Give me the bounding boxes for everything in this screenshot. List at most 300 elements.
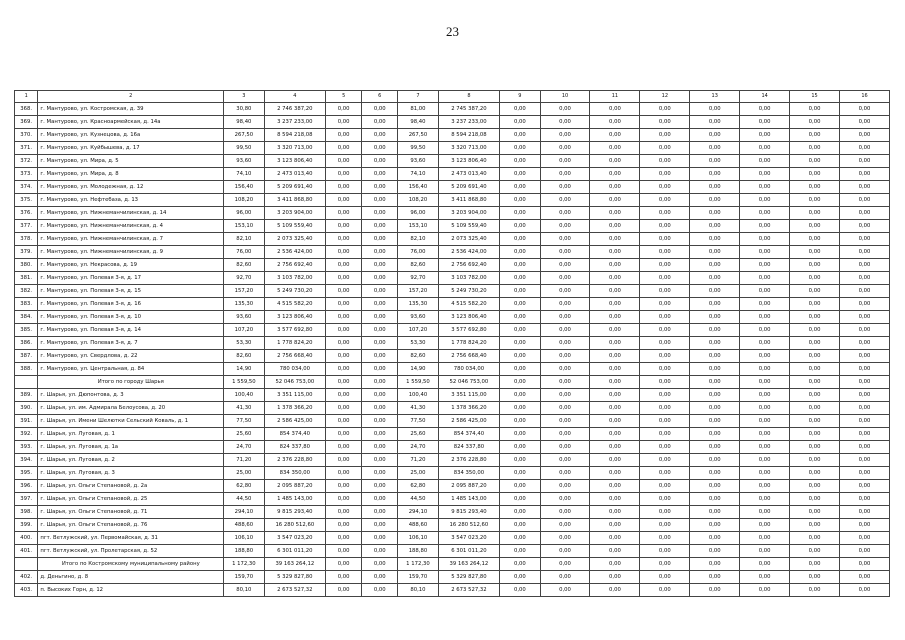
row-number-cell: 385. <box>15 324 38 337</box>
value-cell: 0,00 <box>540 324 590 337</box>
value-cell: 0,00 <box>326 454 362 467</box>
value-cell: 0,00 <box>790 272 840 285</box>
table-row <box>15 207 890 220</box>
address-cell: д. Деньгино, д. 8 <box>38 571 224 584</box>
value-cell: 3 411 868,80 <box>264 194 326 207</box>
value-cell: 0,00 <box>740 558 790 571</box>
value-cell: 2 536 424,00 <box>264 246 326 259</box>
value-cell: 2 746 387,20 <box>264 103 326 116</box>
value-cell: 0,00 <box>840 389 890 402</box>
address-cell: г. Мантурово, ул. Костромская, д. 39 <box>38 103 224 116</box>
value-cell: 0,00 <box>690 129 740 142</box>
value-cell: 0,00 <box>362 181 398 194</box>
value-cell: 0,00 <box>840 103 890 116</box>
value-cell: 0,00 <box>640 545 690 558</box>
address-cell: г. Мантурово, ул. Молодежная, д. 12 <box>38 181 224 194</box>
value-cell: 0,00 <box>326 233 362 246</box>
value-cell: 108,20 <box>224 194 264 207</box>
value-cell: 0,00 <box>740 441 790 454</box>
value-cell: 0,00 <box>500 324 540 337</box>
value-cell: 0,00 <box>540 467 590 480</box>
value-cell: 0,00 <box>740 272 790 285</box>
value-cell: 1 778 824,20 <box>438 337 500 350</box>
value-cell: 0,00 <box>590 506 640 519</box>
row-number-cell: 384. <box>15 311 38 324</box>
value-cell: 0,00 <box>500 519 540 532</box>
row-number-cell: 394. <box>15 454 38 467</box>
row-number-cell: 370. <box>15 129 38 142</box>
value-cell: 0,00 <box>840 428 890 441</box>
value-cell: 2 756 692,40 <box>438 259 500 272</box>
value-cell: 0,00 <box>326 259 362 272</box>
value-cell: 0,00 <box>690 428 740 441</box>
value-cell: 0,00 <box>740 246 790 259</box>
value-cell: 0,00 <box>790 350 840 363</box>
value-cell: 0,00 <box>840 129 890 142</box>
value-cell: 100,40 <box>224 389 264 402</box>
value-cell: 0,00 <box>326 506 362 519</box>
value-cell: 0,00 <box>540 415 590 428</box>
value-cell: 0,00 <box>590 441 640 454</box>
value-cell: 0,00 <box>590 168 640 181</box>
value-cell: 6 301 011,20 <box>264 545 326 558</box>
value-cell: 0,00 <box>540 454 590 467</box>
value-cell: 0,00 <box>362 324 398 337</box>
value-cell: 135,30 <box>398 298 438 311</box>
value-cell: 3 203 904,00 <box>438 207 500 220</box>
column-header: 15 <box>790 91 840 103</box>
row-number-cell: 379. <box>15 246 38 259</box>
value-cell: 0,00 <box>640 285 690 298</box>
value-cell: 0,00 <box>362 415 398 428</box>
address-cell: г. Шарья, ул. им. Адмирала Белоусова, д. 20 <box>38 402 224 415</box>
value-cell: 0,00 <box>590 389 640 402</box>
value-cell: 107,20 <box>224 324 264 337</box>
value-cell: 0,00 <box>326 519 362 532</box>
value-cell: 0,00 <box>740 298 790 311</box>
value-cell: 0,00 <box>640 506 690 519</box>
value-cell: 1 172,30 <box>224 558 264 571</box>
column-header: 5 <box>326 91 362 103</box>
value-cell: 854 374,40 <box>438 428 500 441</box>
value-cell: 0,00 <box>590 298 640 311</box>
value-cell: 0,00 <box>362 272 398 285</box>
value-cell: 0,00 <box>840 415 890 428</box>
value-cell: 0,00 <box>590 272 640 285</box>
address-cell: г. Мантурово, ул. Мира, д. 5 <box>38 155 224 168</box>
value-cell: 0,00 <box>640 584 690 597</box>
value-cell: 267,50 <box>398 129 438 142</box>
value-cell: 0,00 <box>640 220 690 233</box>
value-cell: 0,00 <box>690 194 740 207</box>
value-cell: 0,00 <box>590 428 640 441</box>
value-cell: 0,00 <box>790 467 840 480</box>
value-cell: 0,00 <box>740 337 790 350</box>
value-cell: 8 594 218,08 <box>438 129 500 142</box>
value-cell: 3 547 023,20 <box>264 532 326 545</box>
value-cell: 0,00 <box>690 584 740 597</box>
value-cell: 0,00 <box>790 376 840 389</box>
value-cell: 0,00 <box>326 272 362 285</box>
value-cell: 0,00 <box>840 467 890 480</box>
address-cell: г. Мантурово, ул. Полевая 3-я, д. 7 <box>38 337 224 350</box>
value-cell: 0,00 <box>840 142 890 155</box>
table-row <box>15 402 890 415</box>
value-cell: 0,00 <box>740 129 790 142</box>
value-cell: 53,30 <box>224 337 264 350</box>
value-cell: 0,00 <box>690 454 740 467</box>
value-cell: 0,00 <box>590 350 640 363</box>
value-cell: 0,00 <box>362 233 398 246</box>
value-cell: 0,00 <box>740 259 790 272</box>
column-header: 6 <box>362 91 398 103</box>
table-row <box>15 324 890 337</box>
value-cell: 0,00 <box>790 428 840 441</box>
row-number-cell: 399. <box>15 519 38 532</box>
column-header: 16 <box>840 91 890 103</box>
value-cell: 0,00 <box>640 298 690 311</box>
value-cell: 9 815 293,40 <box>264 506 326 519</box>
value-cell: 3 237 233,00 <box>264 116 326 129</box>
value-cell: 3 237 233,00 <box>438 116 500 129</box>
value-cell: 0,00 <box>740 207 790 220</box>
value-cell: 0,00 <box>500 246 540 259</box>
value-cell: 0,00 <box>540 220 590 233</box>
table-row <box>15 298 890 311</box>
address-cell: г. Мантурово, ул. Свердлова, д. 22 <box>38 350 224 363</box>
value-cell: 0,00 <box>690 207 740 220</box>
value-cell: 0,00 <box>590 259 640 272</box>
value-cell: 0,00 <box>326 480 362 493</box>
value-cell: 0,00 <box>690 389 740 402</box>
address-cell: г. Шарья, ул. Ольги Степановой, д. 2а <box>38 480 224 493</box>
value-cell: 780 034,00 <box>438 363 500 376</box>
value-cell: 0,00 <box>790 506 840 519</box>
value-cell: 0,00 <box>590 532 640 545</box>
value-cell: 80,10 <box>224 584 264 597</box>
value-cell: 0,00 <box>690 246 740 259</box>
value-cell: 0,00 <box>362 350 398 363</box>
value-cell: 0,00 <box>790 298 840 311</box>
address-cell: г. Мантурово, ул. Полевая 3-я, д. 16 <box>38 298 224 311</box>
page-number: 23 <box>446 24 459 39</box>
subtotal-row <box>15 376 890 389</box>
value-cell: 0,00 <box>590 363 640 376</box>
value-cell: 71,20 <box>224 454 264 467</box>
row-number-cell: 393. <box>15 441 38 454</box>
value-cell: 188,80 <box>224 545 264 558</box>
row-number-cell <box>15 558 38 571</box>
row-number-cell: 403. <box>15 584 38 597</box>
table-row <box>15 103 890 116</box>
value-cell: 0,00 <box>690 376 740 389</box>
value-cell: 0,00 <box>840 324 890 337</box>
value-cell: 0,00 <box>740 480 790 493</box>
value-cell: 44,50 <box>398 493 438 506</box>
value-cell: 0,00 <box>740 545 790 558</box>
value-cell: 0,00 <box>500 207 540 220</box>
column-header: 1 <box>15 91 38 103</box>
value-cell: 0,00 <box>590 116 640 129</box>
value-cell: 2 673 527,32 <box>264 584 326 597</box>
value-cell: 488,60 <box>398 519 438 532</box>
value-cell: 0,00 <box>590 142 640 155</box>
address-cell: г. Мантурово, ул. Нефтебаза, д. 13 <box>38 194 224 207</box>
value-cell: 41,30 <box>224 402 264 415</box>
row-number-cell: 391. <box>15 415 38 428</box>
address-cell: г. Шарья, ул. Ольги Степановой, д. 71 <box>38 506 224 519</box>
value-cell: 0,00 <box>690 285 740 298</box>
value-cell: 0,00 <box>790 363 840 376</box>
value-cell: 0,00 <box>540 519 590 532</box>
value-cell: 0,00 <box>326 324 362 337</box>
value-cell: 0,00 <box>790 220 840 233</box>
value-cell: 0,00 <box>740 584 790 597</box>
value-cell: 0,00 <box>640 402 690 415</box>
value-cell: 267,50 <box>224 129 264 142</box>
value-cell: 0,00 <box>640 129 690 142</box>
value-cell: 0,00 <box>790 558 840 571</box>
value-cell: 2 473 013,40 <box>438 168 500 181</box>
value-cell: 0,00 <box>740 571 790 584</box>
value-cell: 0,00 <box>790 571 840 584</box>
value-cell: 0,00 <box>540 402 590 415</box>
value-cell: 0,00 <box>740 103 790 116</box>
value-cell: 1 778 824,20 <box>264 337 326 350</box>
value-cell: 82,60 <box>224 259 264 272</box>
value-cell: 0,00 <box>540 116 590 129</box>
value-cell: 0,00 <box>540 285 590 298</box>
value-cell: 0,00 <box>740 467 790 480</box>
value-cell: 0,00 <box>640 246 690 259</box>
value-cell: 0,00 <box>690 298 740 311</box>
value-cell: 0,00 <box>500 337 540 350</box>
value-cell: 106,10 <box>224 532 264 545</box>
row-number-cell: 390. <box>15 402 38 415</box>
table-row <box>15 116 890 129</box>
value-cell: 81,00 <box>398 103 438 116</box>
value-cell: 0,00 <box>790 194 840 207</box>
value-cell: 0,00 <box>590 311 640 324</box>
value-cell: 0,00 <box>640 428 690 441</box>
value-cell: 2 473 013,40 <box>264 168 326 181</box>
value-cell: 0,00 <box>690 155 740 168</box>
value-cell: 0,00 <box>740 493 790 506</box>
value-cell: 0,00 <box>362 467 398 480</box>
value-cell: 0,00 <box>500 376 540 389</box>
value-cell: 188,80 <box>398 545 438 558</box>
value-cell: 0,00 <box>540 506 590 519</box>
value-cell: 108,20 <box>398 194 438 207</box>
value-cell: 153,10 <box>398 220 438 233</box>
value-cell: 0,00 <box>690 441 740 454</box>
value-cell: 0,00 <box>500 467 540 480</box>
value-cell: 0,00 <box>790 402 840 415</box>
address-cell: г. Шарья, ул. Имени Шелютки Сельский Коваль, д. 1 <box>38 415 224 428</box>
value-cell: 0,00 <box>590 337 640 350</box>
value-cell: 0,00 <box>500 103 540 116</box>
value-cell: 0,00 <box>740 142 790 155</box>
value-cell: 0,00 <box>790 142 840 155</box>
row-number-cell: 377. <box>15 220 38 233</box>
value-cell: 157,20 <box>224 285 264 298</box>
value-cell: 2 586 425,00 <box>438 415 500 428</box>
value-cell: 0,00 <box>640 116 690 129</box>
table-row <box>15 337 890 350</box>
value-cell: 0,00 <box>840 376 890 389</box>
value-cell: 5 249 730,20 <box>264 285 326 298</box>
value-cell: 0,00 <box>790 246 840 259</box>
value-cell: 0,00 <box>790 519 840 532</box>
table-row <box>15 389 890 402</box>
value-cell: 0,00 <box>640 454 690 467</box>
value-cell: 44,50 <box>224 493 264 506</box>
address-cell: г. Мантурово, ул. Некрасова, д. 19 <box>38 259 224 272</box>
value-cell: 0,00 <box>326 129 362 142</box>
column-header: 4 <box>264 91 326 103</box>
table-row <box>15 363 890 376</box>
value-cell: 0,00 <box>500 480 540 493</box>
value-cell: 0,00 <box>540 389 590 402</box>
value-cell: 0,00 <box>840 246 890 259</box>
value-cell: 93,60 <box>398 311 438 324</box>
value-cell: 0,00 <box>590 194 640 207</box>
value-cell: 2 673 527,32 <box>438 584 500 597</box>
value-cell: 0,00 <box>326 558 362 571</box>
value-cell: 93,60 <box>224 155 264 168</box>
address-cell: г. Мантурово, ул. Куйбышева, д. 17 <box>38 142 224 155</box>
table-row <box>15 311 890 324</box>
table-row <box>15 246 890 259</box>
value-cell: 0,00 <box>362 519 398 532</box>
table-row <box>15 480 890 493</box>
value-cell: 0,00 <box>640 519 690 532</box>
value-cell: 0,00 <box>640 389 690 402</box>
value-cell: 1 485 143,00 <box>264 493 326 506</box>
value-cell: 0,00 <box>540 571 590 584</box>
value-cell: 0,00 <box>690 181 740 194</box>
value-cell: 0,00 <box>540 168 590 181</box>
address-cell: г. Мантурово, ул. Нижнеманчилинская, д. 4 <box>38 220 224 233</box>
value-cell: 0,00 <box>500 350 540 363</box>
value-cell: 0,00 <box>840 506 890 519</box>
row-number-cell: 372. <box>15 155 38 168</box>
table-row <box>15 129 890 142</box>
value-cell: 0,00 <box>740 519 790 532</box>
value-cell: 0,00 <box>590 467 640 480</box>
table-row <box>15 181 890 194</box>
value-cell: 5 329 827,80 <box>438 571 500 584</box>
table-row <box>15 428 890 441</box>
address-cell: г. Мантурово, ул. Полевая 3-я, д. 14 <box>38 324 224 337</box>
value-cell: 0,00 <box>790 116 840 129</box>
row-number-cell: 397. <box>15 493 38 506</box>
value-cell: 0,00 <box>590 220 640 233</box>
row-number-cell: 387. <box>15 350 38 363</box>
value-cell: 0,00 <box>326 155 362 168</box>
value-cell: 0,00 <box>790 311 840 324</box>
value-cell: 2 756 692,40 <box>264 259 326 272</box>
address-cell: г. Мантурово, ул. Мира, д. 8 <box>38 168 224 181</box>
value-cell: 0,00 <box>362 103 398 116</box>
value-cell: 24,70 <box>224 441 264 454</box>
value-cell: 0,00 <box>326 441 362 454</box>
value-cell: 0,00 <box>500 220 540 233</box>
value-cell: 0,00 <box>640 467 690 480</box>
address-cell: г. Шарья, ул. Луговая, д. 1а <box>38 441 224 454</box>
value-cell: 0,00 <box>500 116 540 129</box>
value-cell: 0,00 <box>540 480 590 493</box>
value-cell: 0,00 <box>326 493 362 506</box>
row-number-cell: 383. <box>15 298 38 311</box>
address-cell: г. Мантурово, ул. Нижнеманчилинская, д. 7 <box>38 233 224 246</box>
value-cell: 0,00 <box>740 454 790 467</box>
value-cell: 0,00 <box>500 532 540 545</box>
address-cell: Итого по Костромскому муниципальному району <box>38 558 224 571</box>
value-cell: 3 103 782,00 <box>264 272 326 285</box>
value-cell: 5 209 691,40 <box>438 181 500 194</box>
value-cell: 0,00 <box>840 194 890 207</box>
value-cell: 1 378 366,20 <box>438 402 500 415</box>
value-cell: 0,00 <box>840 233 890 246</box>
value-cell: 0,00 <box>790 181 840 194</box>
address-cell: г. Шарья, ул. Луговая, д. 3 <box>38 467 224 480</box>
value-cell: 16 280 512,60 <box>264 519 326 532</box>
table-row <box>15 272 890 285</box>
value-cell: 1 559,50 <box>398 376 438 389</box>
column-header: 7 <box>398 91 438 103</box>
row-number-cell: 373. <box>15 168 38 181</box>
value-cell: 0,00 <box>326 142 362 155</box>
value-cell: 0,00 <box>840 298 890 311</box>
value-cell: 92,70 <box>398 272 438 285</box>
value-cell: 52 046 753,00 <box>438 376 500 389</box>
value-cell: 0,00 <box>590 103 640 116</box>
value-cell: 0,00 <box>326 116 362 129</box>
value-cell: 0,00 <box>790 103 840 116</box>
value-cell: 0,00 <box>590 129 640 142</box>
value-cell: 0,00 <box>640 181 690 194</box>
value-cell: 0,00 <box>590 402 640 415</box>
value-cell: 0,00 <box>362 155 398 168</box>
value-cell: 96,00 <box>224 207 264 220</box>
value-cell: 0,00 <box>362 116 398 129</box>
value-cell: 5 109 559,40 <box>438 220 500 233</box>
value-cell: 0,00 <box>790 324 840 337</box>
value-cell: 0,00 <box>840 181 890 194</box>
value-cell: 2 586 425,00 <box>264 415 326 428</box>
subtotal-row <box>15 558 890 571</box>
value-cell: 0,00 <box>500 155 540 168</box>
value-cell: 0,00 <box>840 532 890 545</box>
value-cell: 3 203 904,00 <box>264 207 326 220</box>
value-cell: 0,00 <box>540 532 590 545</box>
value-cell: 156,40 <box>398 181 438 194</box>
value-cell: 0,00 <box>790 415 840 428</box>
value-cell: 0,00 <box>690 493 740 506</box>
value-cell: 0,00 <box>790 493 840 506</box>
column-header: 14 <box>740 91 790 103</box>
value-cell: 0,00 <box>640 207 690 220</box>
value-cell: 0,00 <box>690 480 740 493</box>
value-cell: 0,00 <box>840 311 890 324</box>
value-cell: 0,00 <box>362 558 398 571</box>
value-cell: 0,00 <box>540 233 590 246</box>
value-cell: 0,00 <box>690 324 740 337</box>
value-cell: 0,00 <box>500 233 540 246</box>
value-cell: 25,00 <box>398 467 438 480</box>
value-cell: 0,00 <box>362 337 398 350</box>
